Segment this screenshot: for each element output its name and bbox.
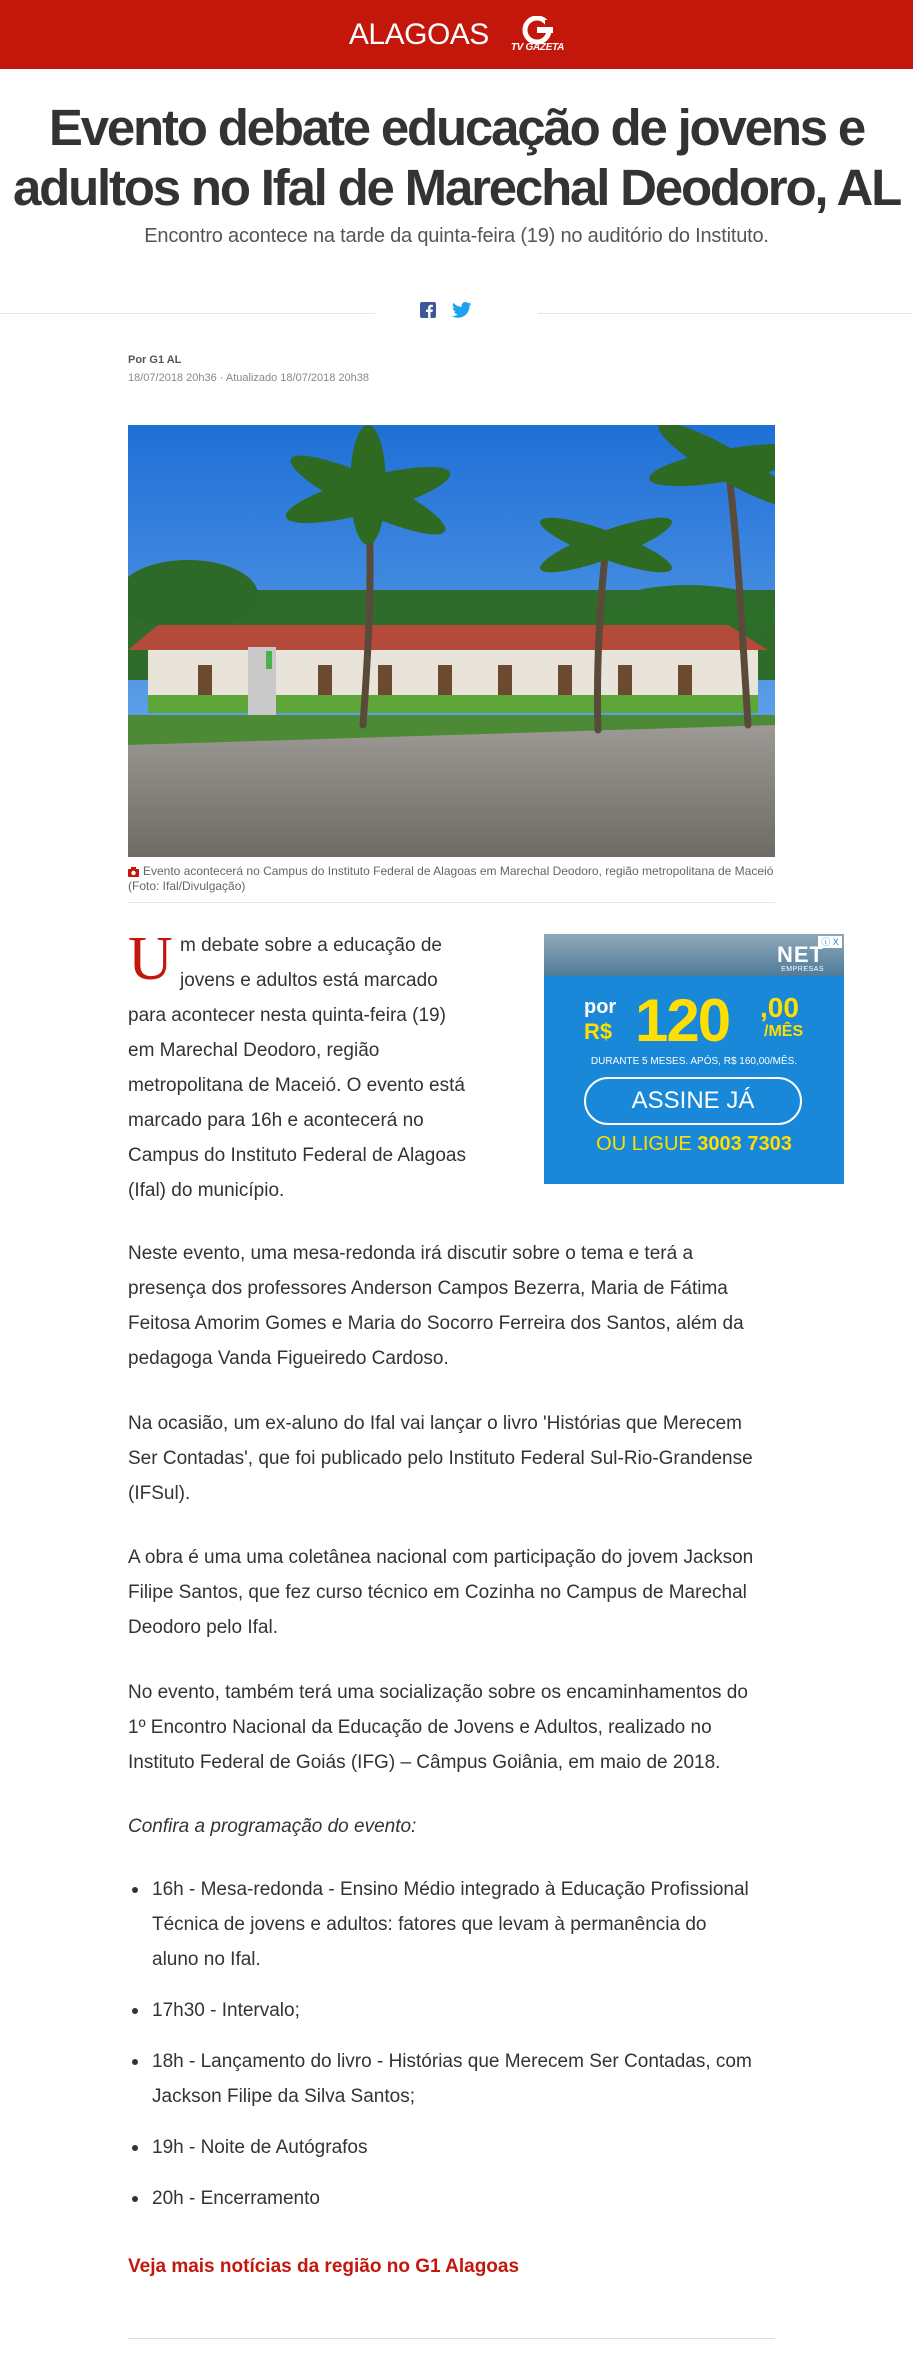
divider (0, 313, 375, 314)
list-item-line: 18h - Lançamento do livro - Histórias que Merecem Ser Contadas, com (152, 2051, 752, 2072)
ad-duration: DURANTE 5 MESES. APÓS, R$ 160,00/MÊS. (590, 1056, 798, 1067)
title-line: adultos no Ifal de Marechal Deodoro, AL (12, 159, 901, 216)
article-title (0, 98, 913, 218)
paragraph-line: Campus do Instituto Federal de Alagoas (128, 1145, 466, 1166)
ad-phone: 3003 7303 (697, 1133, 792, 1155)
paragraph-line: marcado para 16h e acontecerá no (128, 1110, 424, 1131)
paragraph-4 (128, 1540, 753, 1645)
ad-cta-button[interactable]: ASSINE JÁ (584, 1077, 802, 1125)
photo-caption (128, 864, 775, 894)
ad-close-button[interactable]: ⓘ X (818, 936, 842, 948)
share-bar (420, 302, 472, 318)
ad-call (544, 1133, 844, 1156)
list-item (128, 2181, 788, 2216)
list-item-line: aluno no Ifal. (152, 1949, 261, 1970)
facebook-icon[interactable] (420, 302, 436, 318)
schedule-list (128, 1872, 788, 2232)
list-item-line: 16h - Mesa-redonda - Ensino Médio integrado à Educação Profissional (152, 1879, 749, 1900)
paragraph-line: Na ocasião, um ex-aluno do Ifal vai lançar o livro 'Histórias que Merecem (128, 1413, 743, 1434)
schedule-intro: Confira a programação do evento: (128, 1816, 417, 1837)
paragraph-2 (128, 1236, 744, 1376)
paragraph-line: 1º Encontro Nacional da Educação de Jovens e Adultos, realizado no (128, 1717, 712, 1738)
paragraph-line: Deodoro pelo Ifal. (128, 1617, 278, 1638)
list-item-line: Jackson Filipe da Silva Santos; (152, 2086, 415, 2107)
site-header (0, 0, 913, 69)
more-news-link[interactable]: Veja mais notícias da região no G1 Alagoas (128, 2256, 520, 2277)
list-item-line: 20h - Encerramento (152, 2188, 320, 2209)
paragraph-line: Ser Contadas', que foi publicado pelo Instituto Federal Sul-Rio-Grandense (128, 1448, 753, 1469)
ad-cents: ,00 (760, 992, 799, 1023)
paragraph-line: (Ifal) do município. (128, 1180, 285, 1201)
advertisement-banner[interactable] (544, 934, 844, 1184)
drop-cap: U (128, 925, 173, 993)
list-item-line: 19h - Noite de Autógrafos (152, 2137, 368, 2158)
ad-price: 120 (635, 987, 730, 1054)
paragraph-line: (IFSul). (128, 1483, 191, 1504)
ad-brand-sub: EMPRESAS (781, 966, 824, 973)
paragraph-line: Neste evento, uma mesa-redonda irá discutir sobre o tema e terá a (128, 1243, 694, 1264)
paragraph-line: Filipe Santos, que fez curso técnico em Cozinha no Campus de Marechal (128, 1582, 747, 1603)
camera-icon (128, 867, 139, 877)
paragraph-line: para acontecer nesta quinta-feira (19) (128, 1005, 446, 1026)
divider (128, 902, 775, 903)
list-item (128, 1872, 788, 1977)
byline: Por G1 AL (128, 354, 182, 366)
paragraph-line: pedagoga Vanda Figueiredo Cardoso. (128, 1348, 449, 1369)
title-line: Evento debate educação de jovens e (48, 99, 865, 156)
divider (128, 2338, 775, 2339)
paragraph-line: m debate sobre a educação de (180, 935, 442, 956)
list-item (128, 2044, 788, 2114)
divider (538, 313, 913, 314)
paragraph-line: metropolitana de Maceió. O evento está (128, 1075, 465, 1096)
paragraph-line: Instituto Federal de Goiás (IFG) – Câmpus Goiânia, em maio de 2018. (128, 1752, 721, 1773)
ad-brand: NET (777, 942, 824, 967)
campus-photo-image (128, 425, 775, 857)
paragraph-line: em Marechal Deodoro, região (128, 1040, 380, 1061)
ad-period: /MÊS (764, 1023, 804, 1040)
paragraph-line: jovens e adultos está marcado (180, 970, 438, 991)
paragraph-5 (128, 1675, 748, 1780)
paragraph-1 (128, 998, 466, 1208)
list-item-line: Técnica de jovens e adultos: fatores que levam à permanência do (152, 1914, 707, 1935)
logo-text: TV GAZETA (510, 42, 565, 53)
paragraph-line: A obra é uma uma coletânea nacional com participação do jovem Jackson (128, 1547, 754, 1568)
paragraph-3 (128, 1406, 753, 1511)
list-item (128, 2130, 788, 2165)
publish-dates: 18/07/2018 20h36 · Atualizado 18/07/2018 20h38 (128, 372, 369, 384)
ad-currency: R$ (584, 1019, 613, 1044)
article-photo[interactable] (128, 425, 775, 857)
caption-text: Evento acontecerá no Campus do Instituto Federal de Alagoas em Marechal Deodoro, região metropolitana de Maceió (Foto: Ifal/Divulgação) (128, 864, 774, 893)
paragraph-line: No evento, também terá uma socialização sobre os encaminhamentos do (128, 1682, 748, 1703)
list-item-line: 17h30 - Intervalo; (152, 2000, 300, 2021)
paragraph-line: presença dos professores Anderson Campos Bezerra, Maria de Fátima (128, 1278, 728, 1299)
list-item (128, 1993, 788, 2028)
ad-por: por (584, 996, 617, 1018)
article-subtitle: Encontro acontece na tarde da quinta-feira (19) no auditório do Instituto. (144, 225, 769, 247)
twitter-icon[interactable] (452, 302, 472, 318)
ad-call-prefix: OU LIGUE (596, 1133, 692, 1155)
paragraph-line: Feitosa Amorim Gomes e Maria do Socorro Ferreira dos Santos, além da (128, 1313, 744, 1334)
tv-gazeta-logo[interactable] (511, 16, 564, 53)
region-name[interactable]: ALAGOAS (348, 17, 489, 51)
